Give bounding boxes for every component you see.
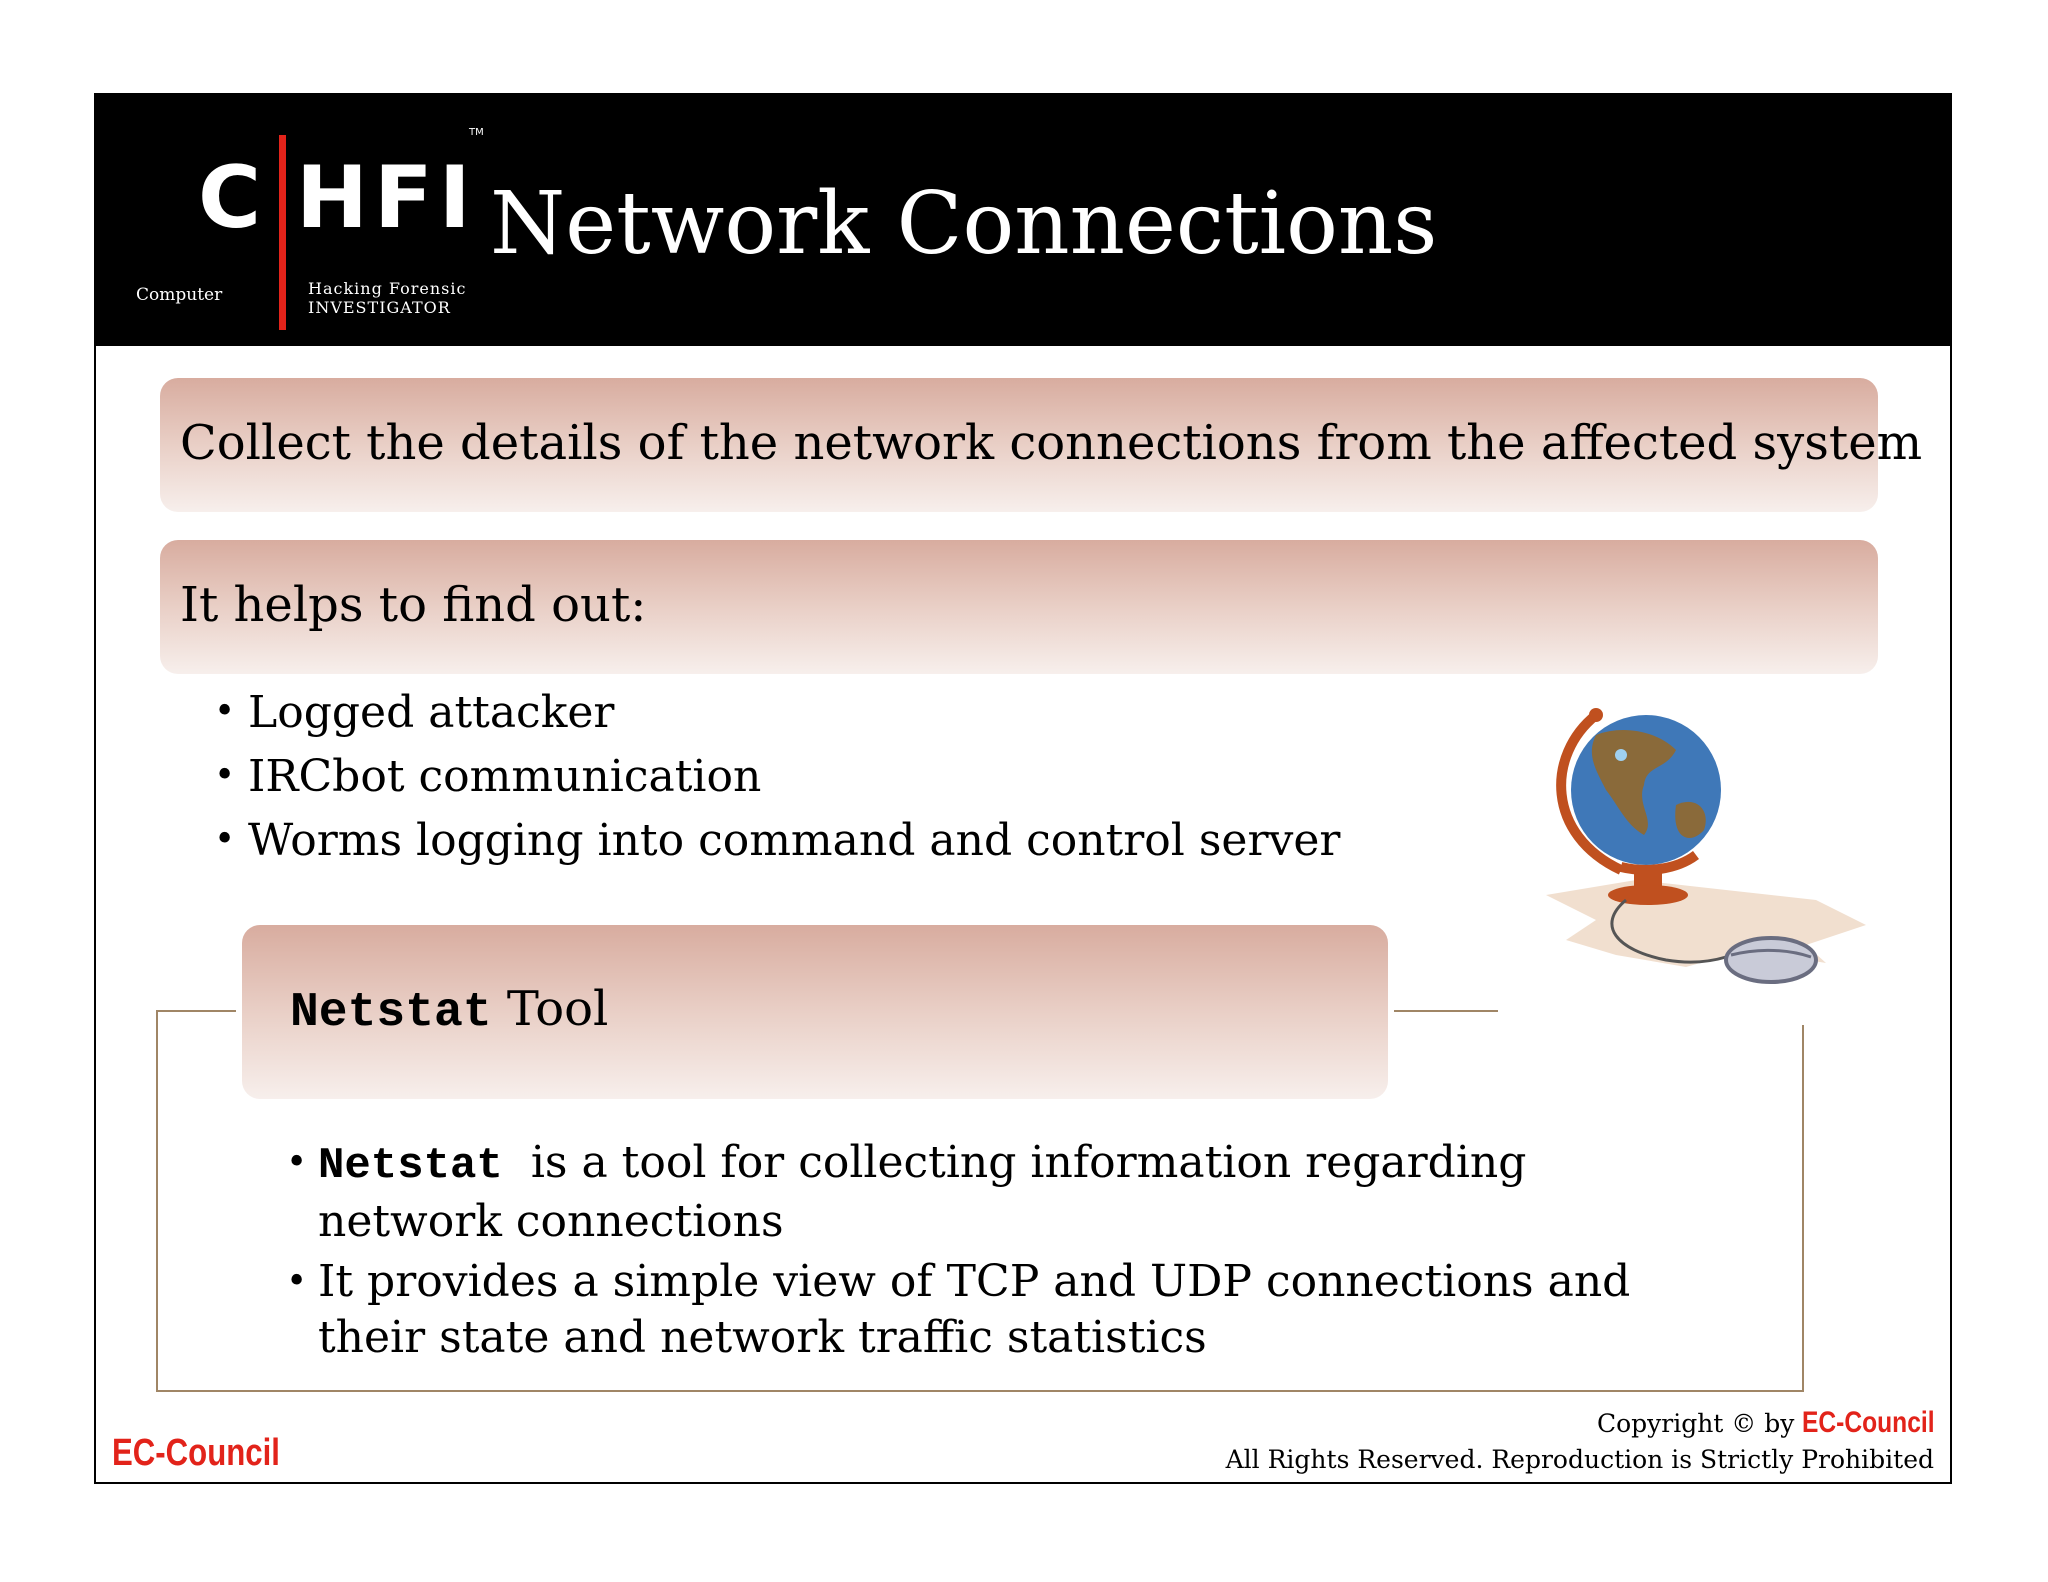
frame-line-right: [1802, 1025, 1804, 1392]
netstat-description-list: [286, 1135, 1646, 1370]
logo-computer-text: Computer: [136, 285, 223, 305]
logo-investigator-text: INVESTIGATOR: [308, 298, 451, 317]
ec-council-logo: EC-Council: [112, 1432, 280, 1474]
list-item: • Worms logging into command and control server: [214, 808, 1340, 872]
intro-band: [160, 378, 1923, 512]
netstat-heading-tool: Tool: [506, 981, 609, 1037]
copyright-brand: EC-Council: [1802, 1406, 1935, 1439]
rights-line: All Rights Reserved. Reproduction is Strictly Prohibited: [1225, 1445, 1934, 1474]
find-out-heading: It helps to find out:: [180, 577, 647, 633]
page-title: Network Connections: [490, 174, 1438, 274]
netstat-tool-heading: [290, 981, 608, 1040]
netstat-heading-mono: Netstat: [290, 986, 492, 1040]
slide: [94, 93, 1952, 1484]
intro-text: Collect the details of the network connections from the affected system: [180, 415, 1923, 471]
list-item: [286, 1135, 1646, 1250]
frame-line-top-left: [156, 1010, 236, 1012]
find-out-band: [160, 540, 1878, 674]
frame-line-left: [156, 1010, 158, 1392]
globe-mouse-illustration: [1526, 695, 1876, 1025]
list-item: • Logged attacker: [214, 680, 1340, 744]
logo-trademark: TM: [469, 127, 484, 138]
chfi-logo: [136, 115, 536, 325]
netstat-tool-band: [242, 925, 1388, 1099]
logo-letters-hfi: HFI: [296, 148, 477, 248]
netstat-inline-mono: Netstat: [318, 1141, 503, 1191]
logo-red-bar: [279, 135, 286, 330]
copyright-line: [1597, 1406, 1934, 1440]
list-item: • It provides a simple view of TCP and UDP connections and their state and network traffic statistics: [286, 1254, 1646, 1366]
copyright-prefix: Copyright © by: [1596, 1409, 1795, 1438]
frame-line-top-right: [1394, 1010, 1498, 1012]
header-bar: [96, 95, 1950, 346]
logo-hacking-forensic-text: Hacking Forensic: [308, 279, 467, 298]
logo-letter-c: C: [198, 148, 262, 248]
list-item: • IRCbot communication: [214, 744, 1340, 808]
find-out-list: [214, 680, 1340, 872]
netstat-description: is a tool for collecting information regarding network connections: [318, 1137, 1527, 1247]
frame-line-bottom: [156, 1390, 1804, 1392]
